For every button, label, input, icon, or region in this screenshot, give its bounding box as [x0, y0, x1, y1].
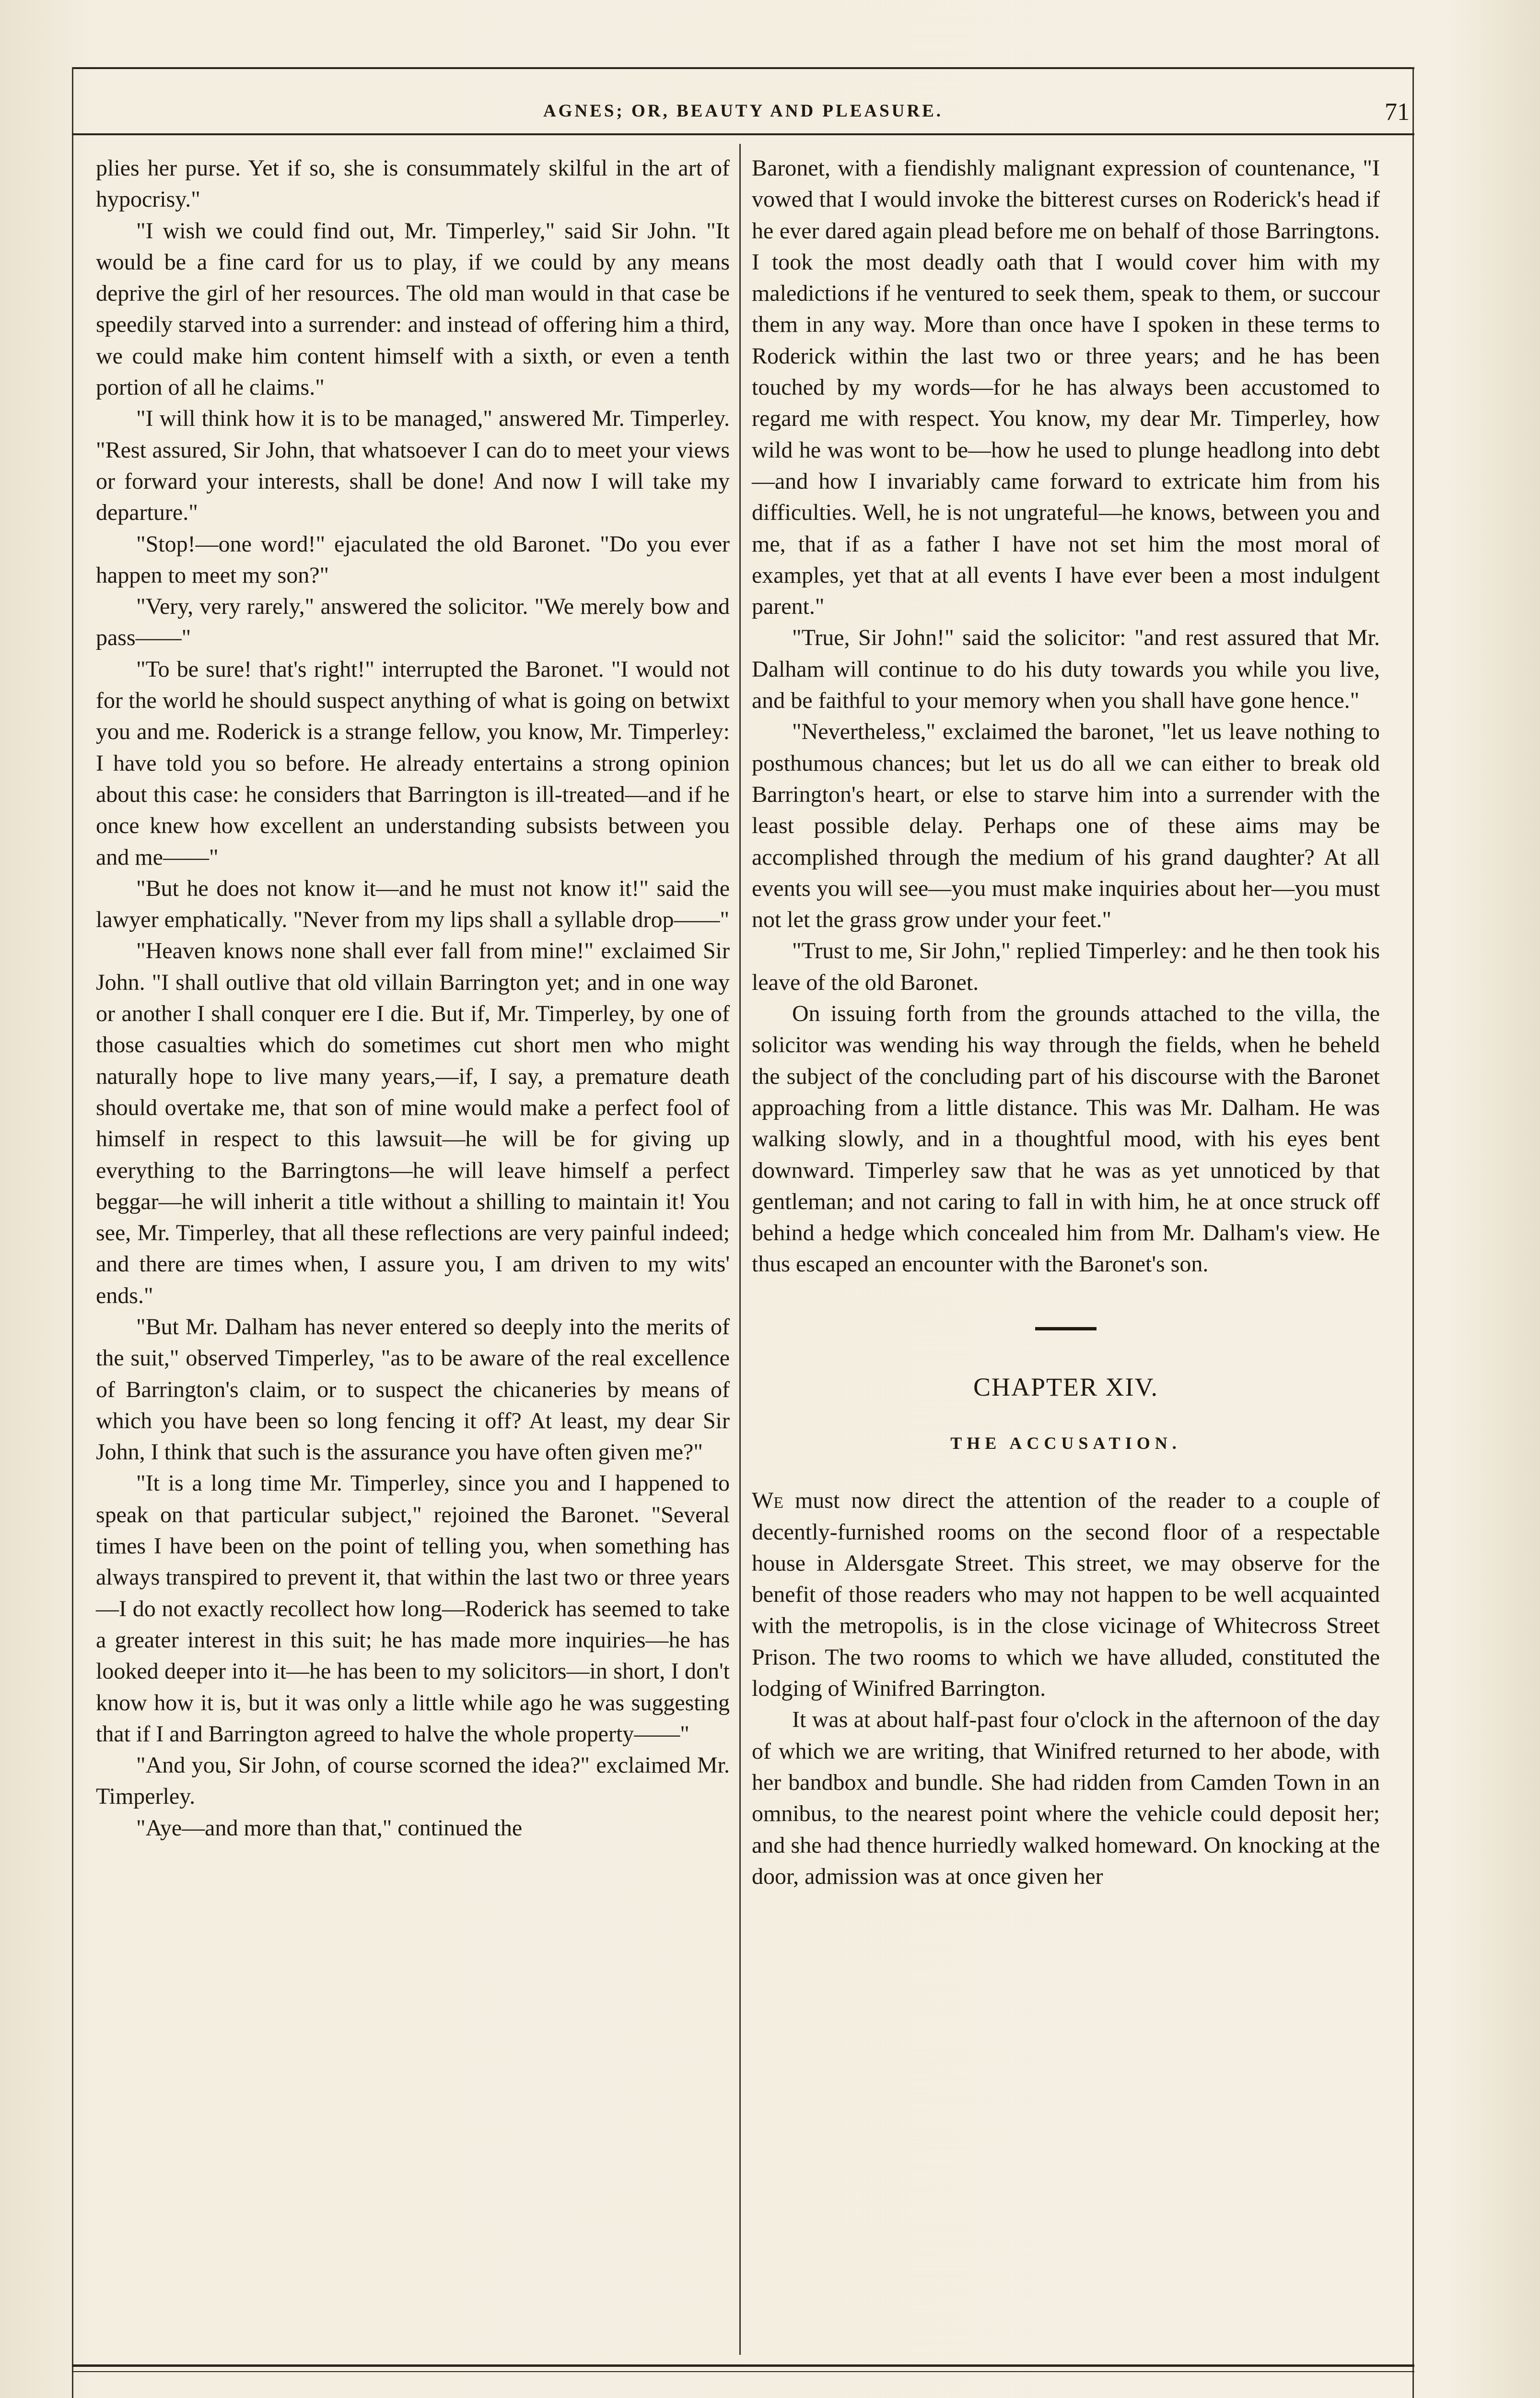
- paragraph: [96, 935, 730, 1311]
- chapter-number: CHAPTER XIV.: [973, 1372, 1159, 1401]
- paragraph: [752, 622, 1380, 716]
- paragraph-opening-word: We: [752, 1488, 784, 1514]
- paragraph: [96, 1468, 730, 1750]
- paragraph-text: "It is a long time Mr. Timperley, since you and I happened to speak on that particular subject," rejoined the Baronet. "Several times I have been on the point of telling you, when something has always transpired to prevent it, that within the last two or three years—I do not exactly recollect how long—Roderick has seemed to take a greater interest in this suit; he has made more inquiries—he has looked deeper into it—he has been to my solicitors—in short, I don't know how it is, but it was only a little while ago he was suggesting that if I and Barrington agreed to halve the whole property——": [96, 1470, 730, 1747]
- paragraph: [96, 1750, 730, 1812]
- paragraph: [752, 935, 1380, 998]
- footer-rule-thin: [72, 2371, 1414, 2372]
- paragraph-text: "Trust to me, Sir John," replied Timperley: and he then took his leave of the old Baronet.: [752, 938, 1380, 995]
- paragraph-text: "Aye—and more than that," continued the: [136, 1815, 523, 1841]
- paragraph: [752, 998, 1380, 1280]
- paragraph-text: "And you, Sir John, of course scorned the idea?" exclaimed Mr. Timperley.: [96, 1752, 730, 1810]
- header-rule: [72, 133, 1414, 135]
- paragraph: [752, 1704, 1380, 1892]
- paragraph: [96, 1311, 730, 1468]
- chapter-separator: [1035, 1327, 1097, 1330]
- paragraph-text: "To be sure! that's right!" interrupted the Baronet. "I would not for the world he should suspect anything of what is going on betwixt you and me. Roderick is a strange fellow, you know, Mr. Timperley: I have told you so before. He already entertains a strong opinion about this case: he considers that Barrington is ill-treated—and if he once knew how excellent an understanding subsists between you and me——": [96, 656, 730, 870]
- paragraph: [96, 153, 730, 215]
- left-border-rule: [72, 67, 73, 2398]
- paragraph: [96, 873, 730, 936]
- paragraph: [96, 1812, 730, 1844]
- running-head-title: AGNES; OR, BEAUTY AND PLEASURE.: [543, 101, 944, 121]
- paragraph-text: Baronet, with a fiendishly malignant expression of countenance, "I vowed that I would invoke the bitterest curses on Roderick's head if he ever dared again plead before me on behalf of those Barringtons. I took the most deadly oath that I would cover him with my maledictions if he ventured to seek them, speak to them, or succour them in any way. More than once have I spoken in these terms to Roderick within the last two or three years; and he has been touched by my words—for he has always been accustomed to regard me with respect. You know, my dear Mr. Timperley, how wild he was wont to be—how he used to plunge headlong into debt—and how I invariably came forward to extricate him from his difficulties. Well, he is not ungrateful—he knows, between you and me, that if as a father I have not set him the most moral of examples, yet that at all events I have ever been a most indulgent parent.": [752, 155, 1380, 620]
- chapter-subtitle: THE ACCUSATION.: [950, 1433, 1181, 1453]
- paragraph-text: "I wish we could find out, Mr. Timperley," said Sir John. "It would be a fine card for us to play, if we could by any means deprive the girl of her resources. The old man would in that case be speedily starved into a surrender: and instead of offering him a third, we could make him content himself with a sixth, or even a tenth portion of all he claims.": [96, 218, 730, 400]
- paragraph-text: "Stop!—one word!" ejaculated the old Baronet. "Do you ever happen to meet my son?": [96, 531, 730, 588]
- paragraph: [96, 215, 730, 403]
- paragraph: [96, 591, 730, 654]
- footer-rule-thick: [72, 2364, 1414, 2367]
- paragraph-text: must now direct the attention of the reader to a couple of decently-furnished rooms on the second floor of a respectable house in Aldersgate Street. This street, we may observe for the benefit of those readers who may not happen to be well acquainted with the metropolis, is in the close vicinage of Whitecross Street Prison. The two rooms to which we have alluded, constituted the lodging of Winifred Barrington.: [752, 1488, 1380, 1702]
- paragraph: [752, 1485, 1380, 1704]
- paragraph-text: "True, Sir John!" said the solicitor: "and rest assured that Mr. Dalham will continue to do his duty towards you while you live, and be faithful to your memory when you shall have gone hence.": [752, 625, 1380, 714]
- paragraph: [96, 529, 730, 591]
- top-border-rule: [72, 67, 1414, 69]
- paragraph-text: plies her purse. Yet if so, she is consummately skilful in the art of hypocrisy.": [96, 155, 730, 212]
- paragraph-text: "I will think how it is to be managed," answered Mr. Timperley. "Rest assured, Sir John, that whatsoever I can do to meet your views or forward your interests, shall be done! And now I will take my departure.": [96, 406, 730, 526]
- paragraph: [96, 654, 730, 873]
- right-border-rule: [1412, 67, 1414, 2398]
- paragraph-text: "Very, very rarely," answered the solicitor. "We merely bow and pass——": [96, 594, 730, 651]
- paragraph-text: It was at about half-past four o'clock in the afternoon of the day of which we are writing, that Winifred returned to her abode, with her bandbox and bundle. She had ridden from Camden Town in an omnibus, to the nearest point where the vehicle could deposit her; and she had thence hurriedly walked homeward. On knocking at the door, admission was at once given her: [752, 1707, 1380, 1889]
- paragraph: [752, 716, 1380, 935]
- right-column-top-text: [752, 153, 1380, 1280]
- paragraph-text: On issuing forth from the grounds attached to the villa, the solicitor was wending his way through the fields, when he beheld the subject of the concluding part of his discourse with the Baronet approaching from a little distance. This was Mr. Dalham. He was walking slowly, and in a thoughtful mood, with his eyes bent downward. Timperley saw that he was as yet unnoticed by that gentleman; and not caring to fall in with him, he at once struck off behind a hedge which concealed him from Mr. Dalham's view. He thus escaped an encounter with the Baronet's son.: [752, 1001, 1380, 1277]
- page-number: 71: [1385, 98, 1410, 126]
- paragraph-text: "But he does not know it—and he must not know it!" said the lawyer emphatically. "Never from my lips shall a syllable drop——": [96, 875, 730, 933]
- paragraph-text: "Heaven knows none shall ever fall from mine!" exclaimed Sir John. "I shall outlive that old villain Barrington yet; and in one way or another I shall conquer ere I die. But if, Mr. Timperley, by one of those casualties which do sometimes cut short men who might naturally hope to live many years,—if, I say, a premature death should overtake me, that son of mine would make a perfect fool of himself in respect to this lawsuit—he will be for giving up everything to the Barringtons—he will leave himself a perfect beggar—he will inherit a title without a shilling to maintain it! You see, Mr. Timperley, that all these reflections are very painful indeed; and there are times when, I assure you, I am driven to my wits' ends.": [96, 938, 730, 1308]
- left-column: [96, 153, 730, 1844]
- right-column-bottom-text: [752, 1485, 1380, 1892]
- column-divider: [739, 144, 741, 2355]
- paragraph: [96, 403, 730, 528]
- chapter-heading: [752, 1327, 1380, 1459]
- running-head: [72, 98, 1414, 129]
- paragraph-text: "Nevertheless," exclaimed the baronet, "let us leave nothing to posthumous chances; but let us do all we can either to break old Barrington's heart, or else to starve him into a surrender with the least possible delay. Perhaps one of these aims may be accomplished through the medium of his grand daughter? At all events you will see—you must make inquiries about her—you must not let the grass grow under your feet.": [752, 719, 1380, 933]
- paragraph: [752, 153, 1380, 622]
- paragraph-text: "But Mr. Dalham has never entered so deeply into the merits of the suit," observed Timperley, "as to be aware of the real excellence of Barrington's claim, or to suspect the chicaneries by means of which you have been so long fencing it off? At least, my dear Sir John, I think that such is the assurance you have often given me?": [96, 1314, 730, 1465]
- right-column: [752, 153, 1380, 1892]
